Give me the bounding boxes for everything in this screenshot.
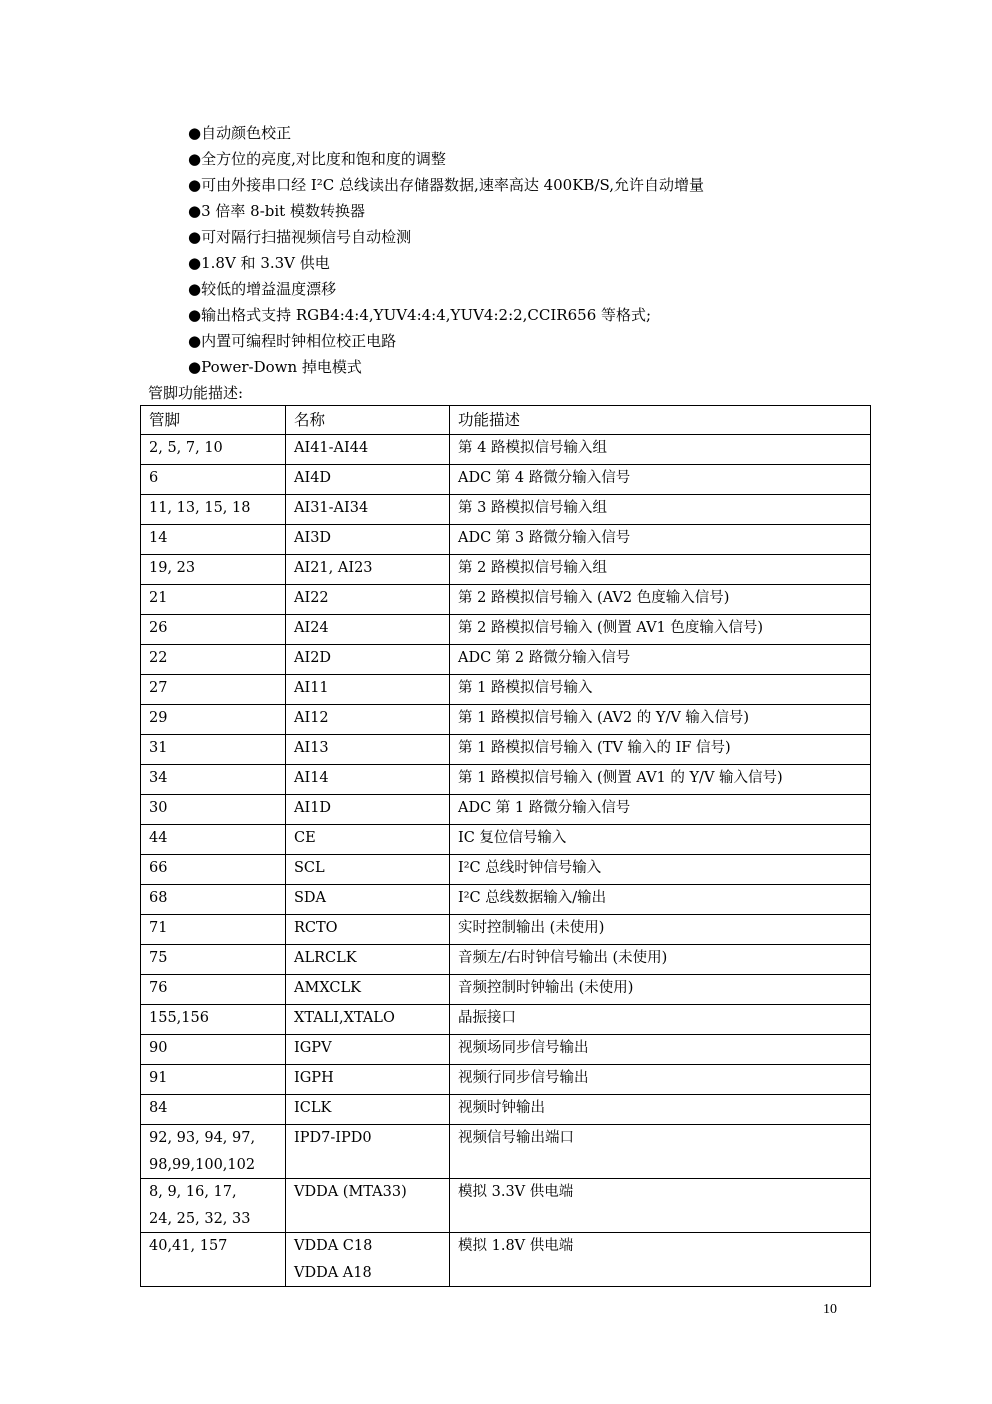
table-row bbox=[141, 705, 871, 735]
description-cell bbox=[450, 885, 871, 915]
table-header-row bbox=[141, 406, 871, 435]
name-cell bbox=[286, 1095, 450, 1125]
description-cell-text: IC 复位信号输入 bbox=[458, 830, 567, 846]
name-cell-text: AI22 bbox=[294, 590, 329, 606]
pin-cell-text: 31 bbox=[149, 740, 168, 756]
name-cell-text: SCL bbox=[294, 860, 325, 876]
bullet-icon: ● bbox=[188, 332, 202, 350]
description-cell bbox=[450, 1095, 871, 1125]
description-cell-text: 晶振接口 bbox=[458, 1010, 516, 1026]
name-cell bbox=[286, 1233, 450, 1287]
table-row bbox=[141, 525, 871, 555]
table-row bbox=[141, 675, 871, 705]
pin-cell-text: 21 bbox=[149, 590, 168, 606]
pin-cell bbox=[141, 915, 286, 945]
name-cell bbox=[286, 1179, 450, 1233]
feature-item bbox=[188, 172, 928, 198]
bullet-icon: ● bbox=[188, 280, 202, 298]
feature-text: 可对隔行扫描视频信号自动检测 bbox=[201, 228, 412, 246]
feature-text: 输出格式支持 RGB4:4:4,YUV4:4:4,YUV4:2:2,CCIR656 等格式; bbox=[201, 306, 652, 324]
name-cell bbox=[286, 705, 450, 735]
feature-text: 可由外接串口经 I²C 总线读出存储器数据,速率高达 400KB/S,允许自动增量 bbox=[201, 176, 705, 194]
description-cell bbox=[450, 1005, 871, 1035]
feature-item bbox=[188, 224, 928, 250]
description-cell-text: 音频左/右时钟信号输出 (未使用) bbox=[458, 950, 668, 966]
name-cell-text: VDDA A18 bbox=[294, 1264, 372, 1281]
description-cell bbox=[450, 525, 871, 555]
pin-cell-text: 66 bbox=[149, 860, 168, 876]
description-cell-text: 第 2 路模拟信号输入组 bbox=[458, 560, 607, 576]
table-row bbox=[141, 885, 871, 915]
name-cell bbox=[286, 465, 450, 495]
description-cell-text: 第 1 路模拟信号输入 (侧置 AV1 的 Y/V 输入信号) bbox=[458, 770, 783, 786]
name-cell bbox=[286, 675, 450, 705]
name-cell-text: AI31-AI34 bbox=[294, 500, 369, 516]
name-cell-text: SDA bbox=[294, 890, 327, 906]
table-caption: 管脚功能描述: bbox=[148, 384, 244, 402]
name-cell-text: IPD7-IPD0 bbox=[294, 1130, 372, 1146]
pin-cell-text: 76 bbox=[149, 980, 168, 996]
table-row bbox=[141, 1005, 871, 1035]
description-cell-text: 视频信号输出端口 bbox=[458, 1130, 574, 1146]
name-cell bbox=[286, 1065, 450, 1095]
description-cell-text: ADC 第 2 路微分输入信号 bbox=[458, 650, 631, 666]
pin-cell-text: 92, 93, 94, 97, bbox=[149, 1130, 256, 1146]
description-cell-text: 视频场同步信号输出 bbox=[458, 1040, 589, 1056]
pin-cell-text: 6 bbox=[149, 470, 159, 486]
feature-item bbox=[188, 250, 928, 276]
name-cell-text: AI2D bbox=[294, 650, 332, 666]
feature-item bbox=[188, 328, 928, 354]
description-cell-text: 第 2 路模拟信号输入 (AV2 色度输入信号) bbox=[458, 590, 730, 606]
bullet-icon: ● bbox=[188, 306, 202, 324]
bullet-icon: ● bbox=[188, 176, 202, 194]
description-cell bbox=[450, 645, 871, 675]
name-cell bbox=[286, 645, 450, 675]
feature-text: 1.8V 和 3.3V 供电 bbox=[201, 254, 330, 272]
pin-cell bbox=[141, 705, 286, 735]
pin-cell bbox=[141, 525, 286, 555]
pin-cell-text: 27 bbox=[149, 680, 168, 696]
description-cell-text: ADC 第 1 路微分输入信号 bbox=[458, 800, 631, 816]
pin-cell bbox=[141, 555, 286, 585]
name-cell-text: AI13 bbox=[294, 740, 329, 756]
name-cell-text: AI41-AI44 bbox=[294, 440, 369, 456]
description-cell-text: I²C 总线时钟信号输入 bbox=[458, 860, 602, 876]
description-cell bbox=[450, 1065, 871, 1095]
bullet-icon: ● bbox=[188, 358, 202, 376]
description-cell-text: 第 3 路模拟信号输入组 bbox=[458, 500, 607, 516]
name-cell-text: IGPH bbox=[294, 1070, 334, 1086]
table-row bbox=[141, 495, 871, 525]
feature-item bbox=[188, 146, 928, 172]
feature-text: 自动颜色校正 bbox=[201, 124, 292, 142]
pin-cell bbox=[141, 435, 286, 465]
feature-item bbox=[188, 120, 928, 146]
name-cell bbox=[286, 1035, 450, 1065]
table-row bbox=[141, 435, 871, 465]
pin-cell-text: 44 bbox=[149, 830, 168, 846]
table-row bbox=[141, 1065, 871, 1095]
description-cell-text: 实时控制输出 (未使用) bbox=[458, 920, 605, 936]
description-cell bbox=[450, 1233, 871, 1287]
table-row bbox=[141, 825, 871, 855]
table-row bbox=[141, 945, 871, 975]
page-number: 10 bbox=[823, 1302, 837, 1317]
header-name: 名称 bbox=[286, 406, 450, 435]
description-cell bbox=[450, 765, 871, 795]
description-cell bbox=[450, 435, 871, 465]
bullet-icon: ● bbox=[188, 254, 202, 272]
description-cell bbox=[450, 615, 871, 645]
feature-list bbox=[188, 120, 928, 380]
name-cell bbox=[286, 915, 450, 945]
table-row bbox=[141, 975, 871, 1005]
description-cell-text: 模拟 1.8V 供电端 bbox=[458, 1238, 574, 1254]
description-cell-text: 第 2 路模拟信号输入 (侧置 AV1 色度输入信号) bbox=[458, 620, 764, 636]
pin-cell-text: 19, 23 bbox=[149, 560, 196, 576]
pin-cell-text: 155,156 bbox=[149, 1010, 209, 1026]
table-row bbox=[141, 855, 871, 885]
description-cell-text: 模拟 3.3V 供电端 bbox=[458, 1184, 574, 1200]
pin-cell-text: 91 bbox=[149, 1070, 168, 1086]
description-cell bbox=[450, 705, 871, 735]
description-cell-text: 第 4 路模拟信号输入组 bbox=[458, 440, 607, 456]
description-cell bbox=[450, 735, 871, 765]
name-cell-text: AI4D bbox=[294, 470, 332, 486]
pin-cell bbox=[141, 1005, 286, 1035]
header-description: 功能描述 bbox=[450, 406, 871, 435]
table-row bbox=[141, 465, 871, 495]
table-row bbox=[141, 1125, 871, 1179]
name-cell-text: XTALI,XTALO bbox=[294, 1010, 395, 1026]
name-cell bbox=[286, 1005, 450, 1035]
description-cell-text: I²C 总线数据输入/输出 bbox=[458, 890, 607, 906]
description-cell bbox=[450, 975, 871, 1005]
feature-text: 较低的增益温度漂移 bbox=[201, 280, 337, 298]
name-cell-text: VDDA C18 bbox=[294, 1238, 373, 1254]
description-cell bbox=[450, 465, 871, 495]
table-row bbox=[141, 1179, 871, 1233]
description-cell-text: 视频行同步信号输出 bbox=[458, 1070, 589, 1086]
bullet-icon: ● bbox=[188, 124, 202, 142]
name-cell-text: ICLK bbox=[294, 1100, 332, 1116]
feature-item bbox=[188, 276, 928, 302]
description-cell-text: 第 1 路模拟信号输入 (AV2 的 Y/V 输入信号) bbox=[458, 710, 750, 726]
pin-cell bbox=[141, 855, 286, 885]
pin-cell bbox=[141, 1095, 286, 1125]
feature-item bbox=[188, 198, 928, 224]
pin-function-table bbox=[140, 405, 871, 1287]
feature-text: 3 倍率 8-bit 模数转换器 bbox=[201, 202, 365, 220]
name-cell bbox=[286, 435, 450, 465]
pin-cell-text: 14 bbox=[149, 530, 168, 546]
pin-cell-text: 11, 13, 15, 18 bbox=[149, 500, 251, 516]
table-row bbox=[141, 735, 871, 765]
feature-text: 全方位的亮度,对比度和饱和度的调整 bbox=[201, 150, 446, 168]
name-cell-text: AMXCLK bbox=[294, 980, 361, 996]
description-cell bbox=[450, 1179, 871, 1233]
name-cell bbox=[286, 585, 450, 615]
pin-cell bbox=[141, 885, 286, 915]
description-cell-text: ADC 第 4 路微分输入信号 bbox=[458, 470, 631, 486]
pin-cell bbox=[141, 1179, 286, 1233]
description-cell bbox=[450, 855, 871, 885]
pin-cell-text: 68 bbox=[149, 890, 168, 906]
description-cell bbox=[450, 795, 871, 825]
pin-cell bbox=[141, 945, 286, 975]
pin-cell-text: 30 bbox=[149, 800, 168, 816]
name-cell bbox=[286, 615, 450, 645]
table-row bbox=[141, 645, 871, 675]
pin-cell-text: 75 bbox=[149, 950, 168, 966]
pin-cell-text: 34 bbox=[149, 770, 168, 786]
name-cell-text: AI14 bbox=[294, 770, 329, 786]
name-cell bbox=[286, 825, 450, 855]
name-cell bbox=[286, 975, 450, 1005]
name-cell bbox=[286, 855, 450, 885]
feature-item bbox=[188, 354, 928, 380]
description-cell bbox=[450, 555, 871, 585]
name-cell-text: AI1D bbox=[294, 800, 332, 816]
pin-cell bbox=[141, 675, 286, 705]
pin-cell bbox=[141, 465, 286, 495]
pin-cell bbox=[141, 1065, 286, 1095]
pin-cell-text: 26 bbox=[149, 620, 168, 636]
bullet-icon: ● bbox=[188, 228, 202, 246]
pin-cell bbox=[141, 825, 286, 855]
name-cell-text: VDDA (MTA33) bbox=[294, 1184, 407, 1200]
pin-cell-text: 24, 25, 32, 33 bbox=[149, 1210, 251, 1227]
description-cell bbox=[450, 1035, 871, 1065]
pin-cell bbox=[141, 1233, 286, 1287]
pin-cell bbox=[141, 735, 286, 765]
description-cell bbox=[450, 1125, 871, 1179]
description-cell bbox=[450, 675, 871, 705]
pin-cell bbox=[141, 765, 286, 795]
name-cell bbox=[286, 945, 450, 975]
pin-cell-text: 84 bbox=[149, 1100, 168, 1116]
name-cell-text: IGPV bbox=[294, 1040, 332, 1056]
description-cell-text: 第 1 路模拟信号输入 (TV 输入的 IF 信号) bbox=[458, 740, 731, 756]
description-cell bbox=[450, 585, 871, 615]
pin-cell bbox=[141, 615, 286, 645]
pin-cell-text: 8, 9, 16, 17, bbox=[149, 1184, 237, 1200]
table-row bbox=[141, 795, 871, 825]
pin-cell bbox=[141, 645, 286, 675]
description-cell bbox=[450, 915, 871, 945]
name-cell-text: RCTO bbox=[294, 920, 338, 936]
name-cell bbox=[286, 555, 450, 585]
description-cell-text: 音频控制时钟输出 (未使用) bbox=[458, 980, 634, 996]
description-cell-text: 第 1 路模拟信号输入 bbox=[458, 680, 593, 696]
name-cell-text: AI12 bbox=[294, 710, 329, 726]
pin-cell bbox=[141, 975, 286, 1005]
table-row bbox=[141, 915, 871, 945]
pin-cell bbox=[141, 1125, 286, 1179]
description-cell bbox=[450, 945, 871, 975]
name-cell-text: ALRCLK bbox=[294, 950, 357, 966]
pin-cell-text: 71 bbox=[149, 920, 168, 936]
feature-item bbox=[188, 302, 928, 328]
pin-cell-text: 40,41, 157 bbox=[149, 1238, 228, 1254]
name-cell bbox=[286, 495, 450, 525]
bullet-icon: ● bbox=[188, 202, 202, 220]
table-row bbox=[141, 1095, 871, 1125]
bullet-icon: ● bbox=[188, 150, 202, 168]
name-cell-text: AI3D bbox=[294, 530, 332, 546]
name-cell-text: AI24 bbox=[294, 620, 329, 636]
table-row bbox=[141, 765, 871, 795]
name-cell-text: AI11 bbox=[294, 680, 329, 696]
name-cell bbox=[286, 735, 450, 765]
pin-cell-text: 2, 5, 7, 10 bbox=[149, 440, 223, 456]
name-cell-text: AI21, AI23 bbox=[294, 560, 373, 576]
table-row bbox=[141, 615, 871, 645]
pin-cell-text: 90 bbox=[149, 1040, 168, 1056]
name-cell bbox=[286, 765, 450, 795]
name-cell bbox=[286, 1125, 450, 1179]
pin-cell bbox=[141, 585, 286, 615]
description-cell-text: 视频时钟输出 bbox=[458, 1100, 545, 1116]
table-row bbox=[141, 1233, 871, 1287]
pin-cell-text: 98,99,100,102 bbox=[149, 1156, 256, 1173]
description-cell-text: ADC 第 3 路微分输入信号 bbox=[458, 530, 631, 546]
description-cell bbox=[450, 495, 871, 525]
name-cell-text: CE bbox=[294, 830, 316, 846]
name-cell bbox=[286, 525, 450, 555]
feature-text: 内置可编程时钟相位校正电路 bbox=[201, 332, 397, 350]
name-cell bbox=[286, 795, 450, 825]
table-row bbox=[141, 555, 871, 585]
pin-cell-text: 29 bbox=[149, 710, 168, 726]
pin-cell bbox=[141, 495, 286, 525]
pin-cell-text: 22 bbox=[149, 650, 168, 666]
table-row bbox=[141, 585, 871, 615]
header-pin: 管脚 bbox=[141, 406, 286, 435]
description-cell bbox=[450, 825, 871, 855]
name-cell bbox=[286, 885, 450, 915]
pin-cell bbox=[141, 1035, 286, 1065]
pin-cell bbox=[141, 795, 286, 825]
feature-text: Power-Down 掉电模式 bbox=[201, 358, 362, 376]
table-row bbox=[141, 1035, 871, 1065]
